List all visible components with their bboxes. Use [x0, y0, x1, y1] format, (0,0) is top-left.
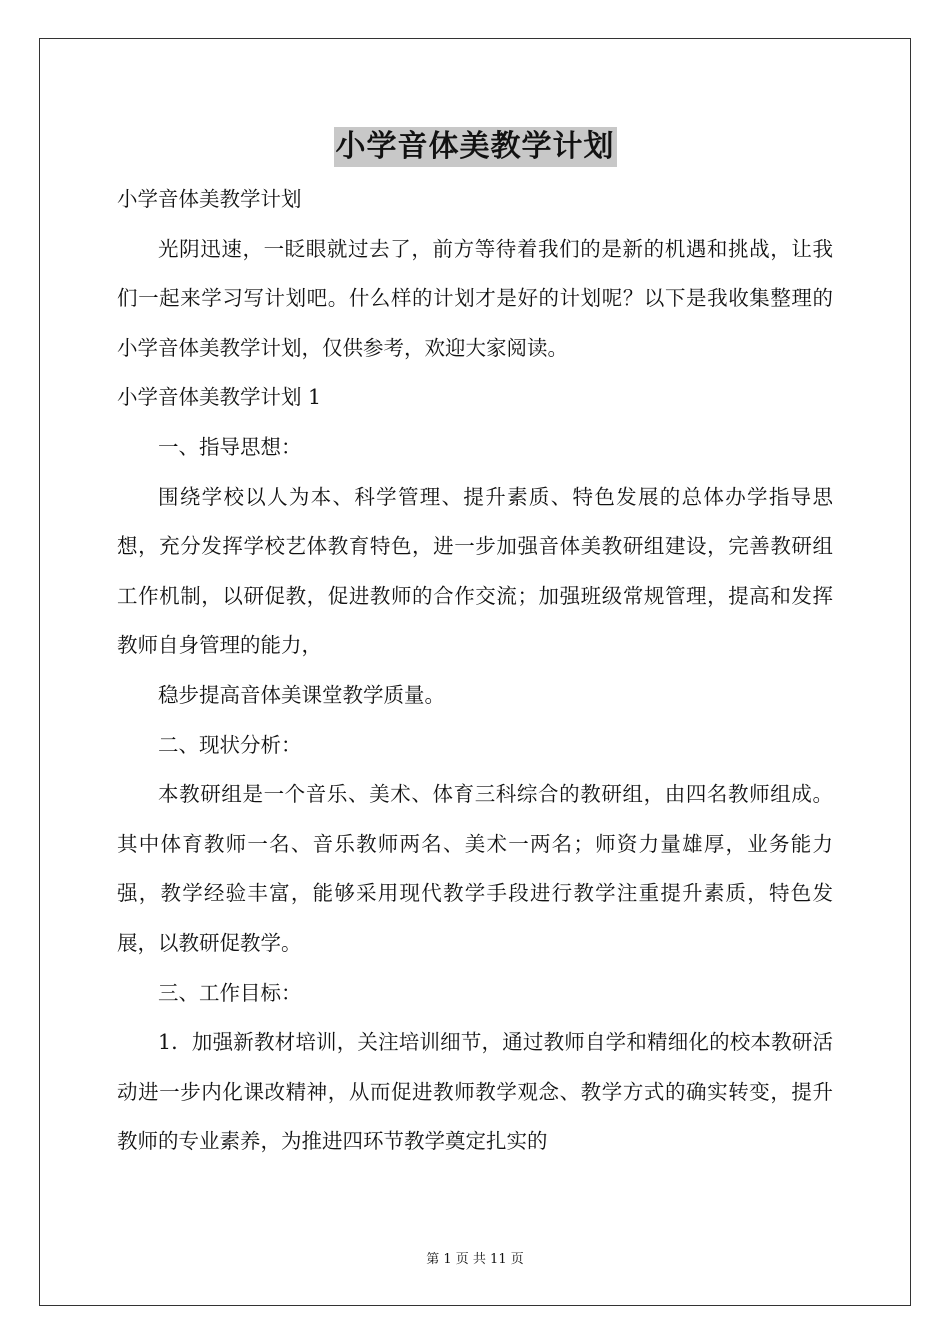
section-heading: 三、工作目标：	[158, 980, 302, 1005]
section-heading: 一、指导思想：	[158, 434, 302, 459]
paragraph: 光阴迅速，一眨眼就过去了，前方等待着我们的是新的机遇和挑战，让我们一起来学习写计划吧。什么样的计划才是好的计划呢？以下是我收集整理的小学音体美教学计划，仅供参考，欢迎大家阅读。	[117, 236, 833, 360]
title-container	[0, 127, 950, 167]
document-title: 小学音体美教学计划	[334, 127, 617, 167]
section-heading: 二、现状分析：	[158, 732, 302, 757]
section-heading: 小学音体美教学计划 1	[117, 385, 322, 410]
page-footer: 第 1 页 共 11 页	[426, 1252, 524, 1267]
paragraph: 围绕学校以人为本、科学管理、提升素质、特色发展的总体办学指导思想，充分发挥学校艺体教育特色，进一步加强音体美教研组建设，完善教研组工作机制，以研促教，促进教师的合作交流；加强班级常规管理，提高和发挥教师自身管理的能力，	[117, 484, 833, 658]
paragraph: 本教研组是一个音乐、美术、体育三科综合的教研组，由四名教师组成。其中体育教师一名、音乐教师两名、美术一两名；师资力量雄厚，业务能力强，教学经验丰富，能够采用现代教学手段进行教学注重提升素质，特色发展，以教研促教学。	[117, 782, 833, 955]
paragraph: 1．加强新教材培训，关注培训细节，通过教师自学和精细化的校本教研活动进一步内化课改精神，从而促进教师教学观念、教学方式的确实转变，提升教师的专业素养，为推进四环节教学奠定扎实的	[117, 1030, 833, 1154]
paragraph: 稳步提高音体美课堂教学质量。	[158, 682, 445, 707]
paragraph: 小学音体美教学计划	[117, 187, 302, 211]
document-body	[117, 175, 833, 1167]
